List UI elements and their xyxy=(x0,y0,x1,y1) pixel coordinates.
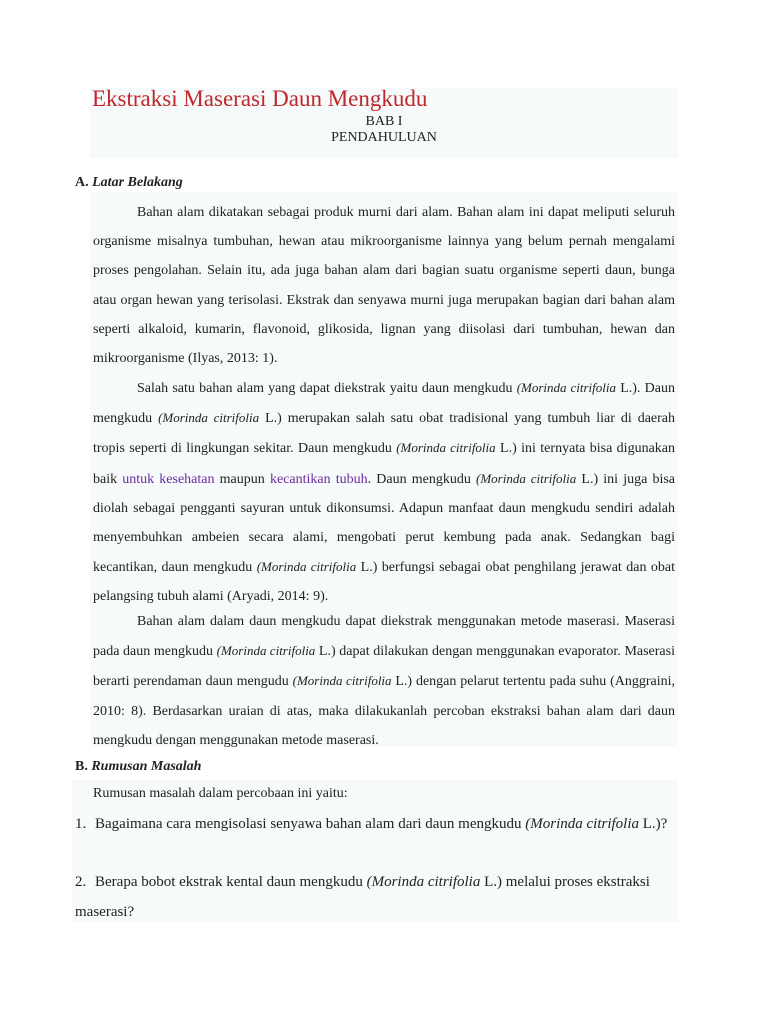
species-author: L.) xyxy=(356,560,378,576)
chapter-title: PENDAHULUAN xyxy=(331,130,437,145)
species-author: L.) xyxy=(391,674,413,690)
paragraph-1 xyxy=(93,198,675,373)
document-title: Ekstraksi Maserasi Daun Mengkudu xyxy=(92,86,428,111)
paragraph-2 xyxy=(93,373,675,612)
p3-text: dapat dilakukan dengan menggunakan evaporator. Maserasi berarti perendaman daun mengudu xyxy=(93,644,675,690)
p2-text: ini ternyata bisa digunakan baik xyxy=(93,441,676,487)
p2-text: berfungsi sebagai obat penghilang jerawat dan obat pelangsing tubuh alami (Aryadi, 2014: 9). xyxy=(93,560,675,605)
p2-text: Daun mengkudu xyxy=(93,381,675,427)
species-author: L.) xyxy=(576,471,599,487)
species-name: (Morinda citrifolia xyxy=(525,816,640,832)
link-untuk-kesehatan[interactable]: untuk kesehatan xyxy=(122,471,215,487)
p2-text: . Daun mengkudu xyxy=(367,471,477,487)
species-author: L.) xyxy=(495,441,517,457)
species-name: (Morinda citrifolia xyxy=(366,874,481,890)
species-name: (Morinda citrifolia xyxy=(292,673,392,689)
problem-text: melalui proses ekstraksi maserasi? xyxy=(75,874,650,920)
species-name: (Morinda citrifolia xyxy=(396,440,496,456)
problem-text: Berapa bobot ekstrak kental daun mengkudu xyxy=(95,874,367,890)
section-a-letter: A. xyxy=(75,175,89,190)
section-a-title: Latar Belakang xyxy=(92,175,183,190)
problem-text: Bagaimana cara mengisolasi senyawa bahan alam dari daun mengkudu xyxy=(95,816,526,832)
species-author: L.)? xyxy=(639,816,668,832)
link-kecantikan-tubuh[interactable]: kecantikan tubuh xyxy=(269,471,368,487)
list-number: 2. xyxy=(75,874,87,890)
species-name: (Morinda citrifolia xyxy=(516,380,616,395)
species-author: L.). xyxy=(616,381,641,396)
paragraph-3 xyxy=(93,607,675,755)
p2-text: merupakan salah satu obat tradisional yang tumbuh liar di daerah tropis seperti di lingkungan sekitar. Daun mengkudu xyxy=(93,411,675,457)
species-author: L.) xyxy=(315,644,336,660)
paragraph-1-text: Bahan alam dikatakan sebagai produk murni dari alam. Bahan alam ini dapat meliputi seluruh organisme misalnya tumbuhan, hewan atau mikroorganisme lainnya yang belum pernah mengalami proses pengolahan. Selain itu, ada juga bahan alam dari bagian suatu organisme seperti daun, bunga atau organ hewan yang terisolasi. Ekstrak dan senyawa murni juga merupakan bagian dari bahan alam seperti alkaloid, kumarin, flavonoid, glikosida, lignan yang diisolasi dari tumbuhan, hewan dan mikroorganisme (Ilyas, 2013: 1). xyxy=(93,205,675,367)
chapter-number: BAB I xyxy=(365,114,403,129)
problem-item-1 xyxy=(75,810,675,840)
species-author: L.) xyxy=(259,411,282,427)
species-name: (Morinda citrifolia xyxy=(256,559,357,575)
p2-text: maupun xyxy=(214,471,270,487)
problem-intro: Rumusan masalah dalam percobaan ini yaitu: xyxy=(93,786,348,801)
p2-text: Salah satu bahan alam yang dapat diekstrak yaitu daun mengkudu xyxy=(137,381,517,396)
p3-text: dengan pelarut tertentu pada suhu (Anggraini, 2010: 8). Berdasarkan uraian di atas, maka dilakukanlah percoban ekstraksi bahan alam dari daun mengkudu dengan menggunakan metode maserasi. xyxy=(93,674,676,748)
section-b-heading xyxy=(75,759,201,775)
section-a-heading xyxy=(75,175,183,191)
section-b-title: Rumusan Masalah xyxy=(91,759,202,774)
species-author: L.) xyxy=(480,874,503,890)
p2-text: ini juga bisa diolah sebagai pengganti sayuran untuk dikonsumsi. Adapun manfaat daun mengkudu sendiri adalah menyembuhkan ambeien secara alami, mengobati perut kembung pada anak. Sedangkan bagi kecantikan, daun mengkudu xyxy=(93,471,676,576)
problem-item-2 xyxy=(75,868,675,927)
section-b-letter: B. xyxy=(75,759,88,774)
species-name: (Morinda citrifolia xyxy=(216,643,316,659)
species-name: (Morinda citrifolia xyxy=(158,410,260,426)
species-name: (Morinda citrifolia xyxy=(476,470,577,486)
list-number: 1. xyxy=(75,816,87,832)
p3-text: Bahan alam dalam daun mengkudu dapat diekstrak menggunakan metode maserasi. Maserasi pada daun mengkudu xyxy=(93,614,675,660)
